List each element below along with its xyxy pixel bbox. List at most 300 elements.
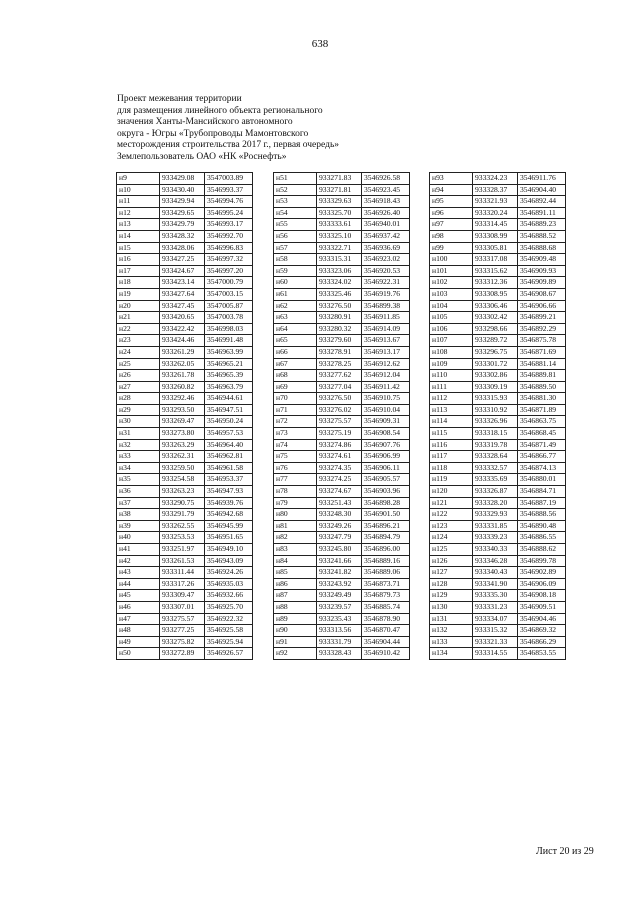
table-row (117, 520, 253, 532)
point-id-cell: н108 (430, 346, 473, 358)
table-row (430, 416, 566, 428)
y-coordinate-cell: 3546889.50 (518, 381, 566, 393)
x-coordinate-cell: 933323.06 (317, 265, 362, 277)
y-coordinate-cell: 3546878.90 (362, 613, 410, 625)
point-id-cell: н110 (430, 370, 473, 382)
y-coordinate-cell: 3546945.99 (205, 520, 253, 532)
table-row (430, 544, 566, 556)
page-number: 638 (311, 38, 329, 50)
point-id-cell: н29 (117, 404, 160, 416)
point-id-cell: н93 (430, 173, 473, 185)
point-id-cell: н34 (117, 462, 160, 474)
table-row (430, 173, 566, 185)
table-row (117, 636, 253, 648)
y-coordinate-cell: 3546926.58 (362, 173, 410, 185)
point-id-cell: н129 (430, 590, 473, 602)
table-row (430, 242, 566, 254)
y-coordinate-cell: 3546889.81 (518, 370, 566, 382)
x-coordinate-cell: 933241.82 (317, 567, 362, 579)
point-id-cell: н52 (274, 184, 317, 196)
x-coordinate-cell: 933428.32 (160, 230, 205, 242)
x-coordinate-cell: 933275.57 (160, 613, 205, 625)
x-coordinate-cell: 933331.85 (473, 520, 518, 532)
x-coordinate-cell: 933262.31 (160, 451, 205, 463)
x-coordinate-cell: 933322.71 (317, 242, 362, 254)
table-row (274, 358, 410, 370)
y-coordinate-cell: 3546909.48 (518, 254, 566, 266)
table-row (274, 532, 410, 544)
table-row (274, 288, 410, 300)
x-coordinate-cell: 933321.33 (473, 636, 518, 648)
header-line: для размещения линейного объекта регионального (117, 105, 323, 116)
x-coordinate-cell: 933272.89 (160, 648, 205, 660)
y-coordinate-cell: 3547003.89 (205, 173, 253, 185)
table-row (274, 219, 410, 231)
table-row (274, 555, 410, 567)
x-coordinate-cell: 933328.37 (473, 184, 518, 196)
y-coordinate-cell: 3546906.11 (362, 462, 410, 474)
point-id-cell: н77 (274, 474, 317, 486)
point-id-cell: н48 (117, 625, 160, 637)
y-coordinate-cell: 3546926.40 (362, 207, 410, 219)
x-coordinate-cell: 933275.82 (160, 636, 205, 648)
point-id-cell: н30 (117, 416, 160, 428)
y-coordinate-cell: 3546863.75 (518, 416, 566, 428)
table-row (274, 323, 410, 335)
table-row (430, 578, 566, 590)
x-coordinate-cell: 933315.93 (473, 393, 518, 405)
table-row (117, 265, 253, 277)
table-row (117, 393, 253, 405)
x-coordinate-cell: 933340.33 (473, 544, 518, 556)
x-coordinate-cell: 933420.65 (160, 312, 205, 324)
y-coordinate-cell: 3546949.10 (205, 544, 253, 556)
y-coordinate-cell: 3546906.66 (518, 300, 566, 312)
y-coordinate-cell: 3546912.04 (362, 370, 410, 382)
x-coordinate-cell: 933329.93 (473, 509, 518, 521)
point-id-cell: н69 (274, 381, 317, 393)
y-coordinate-cell: 3546997.32 (205, 254, 253, 266)
table-row (117, 567, 253, 579)
x-coordinate-cell: 933328.64 (473, 451, 518, 463)
y-coordinate-cell: 3546951.65 (205, 532, 253, 544)
y-coordinate-cell: 3546910.42 (362, 648, 410, 660)
x-coordinate-cell: 933315.62 (473, 265, 518, 277)
point-id-cell: н22 (117, 323, 160, 335)
y-coordinate-cell: 3546942.68 (205, 509, 253, 521)
y-coordinate-cell: 3546899.78 (518, 555, 566, 567)
point-id-cell: н95 (430, 196, 473, 208)
y-coordinate-cell: 3546866.29 (518, 636, 566, 648)
x-coordinate-cell: 933340.43 (473, 567, 518, 579)
table-row (274, 300, 410, 312)
y-coordinate-cell: 3546888.56 (518, 509, 566, 521)
y-coordinate-cell: 3546918.43 (362, 196, 410, 208)
table-row (430, 439, 566, 451)
point-id-cell: н46 (117, 601, 160, 613)
point-id-cell: н133 (430, 636, 473, 648)
point-id-cell: н33 (117, 451, 160, 463)
x-coordinate-cell: 933429.79 (160, 219, 205, 231)
table-row (117, 242, 253, 254)
y-coordinate-cell: 3546888.52 (518, 230, 566, 242)
x-coordinate-cell: 933308.99 (473, 230, 518, 242)
table-row (274, 196, 410, 208)
point-id-cell: н71 (274, 404, 317, 416)
table-row (117, 370, 253, 382)
point-id-cell: н106 (430, 323, 473, 335)
point-id-cell: н61 (274, 288, 317, 300)
table-row (430, 636, 566, 648)
y-coordinate-cell: 3546906.99 (362, 451, 410, 463)
x-coordinate-cell: 933293.50 (160, 404, 205, 416)
point-id-cell: н112 (430, 393, 473, 405)
point-id-cell: н127 (430, 567, 473, 579)
y-coordinate-cell: 3546913.67 (362, 335, 410, 347)
x-coordinate-cell: 933334.07 (473, 613, 518, 625)
point-id-cell: н123 (430, 520, 473, 532)
x-coordinate-cell: 933271.81 (317, 184, 362, 196)
point-id-cell: н28 (117, 393, 160, 405)
x-coordinate-cell: 933346.28 (473, 555, 518, 567)
table-row (117, 497, 253, 509)
y-coordinate-cell: 3546899.38 (362, 300, 410, 312)
x-coordinate-cell: 933278.91 (317, 346, 362, 358)
point-id-cell: н102 (430, 277, 473, 289)
x-coordinate-cell: 933424.67 (160, 265, 205, 277)
document-header (117, 94, 417, 164)
x-coordinate-cell: 933251.97 (160, 544, 205, 556)
point-id-cell: н20 (117, 300, 160, 312)
y-coordinate-cell: 3546888.62 (518, 544, 566, 556)
point-id-cell: н125 (430, 544, 473, 556)
point-id-cell: н32 (117, 439, 160, 451)
point-id-cell: н99 (430, 242, 473, 254)
x-coordinate-cell: 933331.23 (473, 601, 518, 613)
point-id-cell: н41 (117, 544, 160, 556)
point-id-cell: н68 (274, 370, 317, 382)
y-coordinate-cell: 3546869.32 (518, 625, 566, 637)
y-coordinate-cell: 3546947.51 (205, 404, 253, 416)
y-coordinate-cell: 3546889.06 (362, 567, 410, 579)
y-coordinate-cell: 3546963.99 (205, 346, 253, 358)
point-id-cell: н101 (430, 265, 473, 277)
y-coordinate-cell: 3546884.71 (518, 486, 566, 498)
y-coordinate-cell: 3546963.79 (205, 381, 253, 393)
table-row (117, 648, 253, 660)
table-row (117, 312, 253, 324)
x-coordinate-cell: 933307.01 (160, 601, 205, 613)
table-row (274, 462, 410, 474)
x-coordinate-cell: 933339.23 (473, 532, 518, 544)
y-coordinate-cell: 3546908.18 (518, 590, 566, 602)
table-row (117, 254, 253, 266)
point-id-cell: н59 (274, 265, 317, 277)
point-id-cell: н80 (274, 509, 317, 521)
point-id-cell: н104 (430, 300, 473, 312)
x-coordinate-cell: 933269.47 (160, 416, 205, 428)
point-id-cell: н35 (117, 474, 160, 486)
x-coordinate-cell: 933276.50 (317, 393, 362, 405)
table-row (430, 219, 566, 231)
table-row (274, 578, 410, 590)
y-coordinate-cell: 3546896.00 (362, 544, 410, 556)
x-coordinate-cell: 933319.78 (473, 439, 518, 451)
point-id-cell: н88 (274, 601, 317, 613)
point-id-cell: н126 (430, 555, 473, 567)
x-coordinate-cell: 933315.32 (473, 625, 518, 637)
x-coordinate-cell: 933280.91 (317, 312, 362, 324)
x-coordinate-cell: 933427.64 (160, 288, 205, 300)
x-coordinate-cell: 933317.26 (160, 578, 205, 590)
x-coordinate-cell: 933329.63 (317, 196, 362, 208)
coordinates-table-3 (429, 172, 566, 660)
point-id-cell: н66 (274, 346, 317, 358)
x-coordinate-cell: 933328.20 (473, 497, 518, 509)
y-coordinate-cell: 3546913.17 (362, 346, 410, 358)
x-coordinate-cell: 933429.65 (160, 207, 205, 219)
y-coordinate-cell: 3546993.17 (205, 219, 253, 231)
table-row (430, 381, 566, 393)
table-row (117, 544, 253, 556)
table-row (430, 474, 566, 486)
x-coordinate-cell: 933335.30 (473, 590, 518, 602)
x-coordinate-cell: 933325.70 (317, 207, 362, 219)
point-id-cell: н55 (274, 219, 317, 231)
table-row (430, 346, 566, 358)
point-id-cell: н9 (117, 173, 160, 185)
point-id-cell: н36 (117, 486, 160, 498)
y-coordinate-cell: 3546890.48 (518, 520, 566, 532)
table-row (274, 509, 410, 521)
point-id-cell: н58 (274, 254, 317, 266)
point-id-cell: н118 (430, 462, 473, 474)
x-coordinate-cell: 933308.95 (473, 288, 518, 300)
coordinates-table-2 (273, 172, 410, 660)
y-coordinate-cell: 3546899.21 (518, 312, 566, 324)
x-coordinate-cell: 933331.79 (317, 636, 362, 648)
y-coordinate-cell: 3547003.78 (205, 312, 253, 324)
y-coordinate-cell: 3546925.58 (205, 625, 253, 637)
x-coordinate-cell: 933279.60 (317, 335, 362, 347)
point-id-cell: н76 (274, 462, 317, 474)
y-coordinate-cell: 3546894.79 (362, 532, 410, 544)
y-coordinate-cell: 3546914.09 (362, 323, 410, 335)
table-row (117, 416, 253, 428)
point-id-cell: н13 (117, 219, 160, 231)
table-row (117, 196, 253, 208)
x-coordinate-cell: 933241.66 (317, 555, 362, 567)
table-row (430, 207, 566, 219)
table-row (274, 474, 410, 486)
point-id-cell: н98 (430, 230, 473, 242)
y-coordinate-cell: 3546939.76 (205, 497, 253, 509)
y-coordinate-cell: 3546920.53 (362, 265, 410, 277)
table-row (117, 358, 253, 370)
y-coordinate-cell: 3546957.53 (205, 428, 253, 440)
x-coordinate-cell: 933274.35 (317, 462, 362, 474)
table-row (117, 578, 253, 590)
y-coordinate-cell: 3546909.93 (518, 265, 566, 277)
x-coordinate-cell: 933249.49 (317, 590, 362, 602)
x-coordinate-cell: 933260.82 (160, 381, 205, 393)
y-coordinate-cell: 3546898.28 (362, 497, 410, 509)
y-coordinate-cell: 3546940.01 (362, 219, 410, 231)
header-line: округа - Югры «Трубопроводы Мамонтовского (117, 128, 309, 139)
point-id-cell: н63 (274, 312, 317, 324)
table-row (430, 520, 566, 532)
y-coordinate-cell: 3546962.81 (205, 451, 253, 463)
y-coordinate-cell: 3546906.09 (518, 578, 566, 590)
table-row (430, 335, 566, 347)
point-id-cell: н94 (430, 184, 473, 196)
point-id-cell: н51 (274, 173, 317, 185)
x-coordinate-cell: 933249.26 (317, 520, 362, 532)
table-row (117, 601, 253, 613)
table-row (117, 590, 253, 602)
table-row (274, 625, 410, 637)
y-coordinate-cell: 3546892.29 (518, 323, 566, 335)
x-coordinate-cell: 933318.15 (473, 428, 518, 440)
table-row (430, 370, 566, 382)
point-id-cell: н84 (274, 555, 317, 567)
point-id-cell: н11 (117, 196, 160, 208)
header-line: Землепользователь ОАО «НК «Роснефть» (117, 151, 287, 162)
x-coordinate-cell: 933247.79 (317, 532, 362, 544)
table-row (117, 219, 253, 231)
x-coordinate-cell: 933251.43 (317, 497, 362, 509)
table-row (274, 265, 410, 277)
table-row (274, 230, 410, 242)
point-id-cell: н27 (117, 381, 160, 393)
y-coordinate-cell: 3546868.45 (518, 428, 566, 440)
x-coordinate-cell: 933428.06 (160, 242, 205, 254)
table-row (430, 288, 566, 300)
x-coordinate-cell: 933314.55 (473, 648, 518, 660)
y-coordinate-cell: 3546997.20 (205, 265, 253, 277)
table-row (117, 451, 253, 463)
x-coordinate-cell: 933254.58 (160, 474, 205, 486)
table-row (117, 184, 253, 196)
y-coordinate-cell: 3546923.45 (362, 184, 410, 196)
y-coordinate-cell: 3546888.68 (518, 242, 566, 254)
x-coordinate-cell: 933424.46 (160, 335, 205, 347)
table-row (430, 532, 566, 544)
x-coordinate-cell: 933305.81 (473, 242, 518, 254)
point-id-cell: н38 (117, 509, 160, 521)
table-row (117, 625, 253, 637)
y-coordinate-cell: 3546873.71 (362, 578, 410, 590)
table-row (274, 404, 410, 416)
x-coordinate-cell: 933274.61 (317, 451, 362, 463)
x-coordinate-cell: 933314.45 (473, 219, 518, 231)
x-coordinate-cell: 933262.55 (160, 520, 205, 532)
y-coordinate-cell: 3546919.76 (362, 288, 410, 300)
point-id-cell: н130 (430, 601, 473, 613)
point-id-cell: н47 (117, 613, 160, 625)
table-row (117, 428, 253, 440)
point-id-cell: н65 (274, 335, 317, 347)
y-coordinate-cell: 3546936.69 (362, 242, 410, 254)
header-line: значения Ханты-Мансийского автономного (117, 117, 293, 128)
table-row (274, 520, 410, 532)
y-coordinate-cell: 3546885.74 (362, 601, 410, 613)
point-id-cell: н74 (274, 439, 317, 451)
x-coordinate-cell: 933296.75 (473, 346, 518, 358)
point-id-cell: н79 (274, 497, 317, 509)
table-row (274, 242, 410, 254)
y-coordinate-cell: 3546922.31 (362, 277, 410, 289)
table-row (274, 173, 410, 185)
table-row (117, 288, 253, 300)
point-id-cell: н53 (274, 196, 317, 208)
y-coordinate-cell: 3546874.13 (518, 462, 566, 474)
y-coordinate-cell: 3546911.42 (362, 381, 410, 393)
point-id-cell: н111 (430, 381, 473, 393)
table-row (117, 486, 253, 498)
y-coordinate-cell: 3546902.89 (518, 567, 566, 579)
table-row (274, 254, 410, 266)
point-id-cell: н132 (430, 625, 473, 637)
point-id-cell: н72 (274, 416, 317, 428)
x-coordinate-cell: 933301.72 (473, 358, 518, 370)
point-id-cell: н43 (117, 567, 160, 579)
y-coordinate-cell: 3546935.03 (205, 578, 253, 590)
x-coordinate-cell: 933276.50 (317, 300, 362, 312)
x-coordinate-cell: 933335.69 (473, 474, 518, 486)
y-coordinate-cell: 3546881.30 (518, 393, 566, 405)
y-coordinate-cell: 3546947.93 (205, 486, 253, 498)
y-coordinate-cell: 3546961.58 (205, 462, 253, 474)
table-row (117, 173, 253, 185)
y-coordinate-cell: 3546995.24 (205, 207, 253, 219)
table-row (274, 312, 410, 324)
point-id-cell: н131 (430, 613, 473, 625)
table-row (430, 265, 566, 277)
y-coordinate-cell: 3546909.31 (362, 416, 410, 428)
y-coordinate-cell: 3546964.40 (205, 439, 253, 451)
x-coordinate-cell: 933291.79 (160, 509, 205, 521)
point-id-cell: н62 (274, 300, 317, 312)
point-id-cell: н75 (274, 451, 317, 463)
y-coordinate-cell: 3546892.44 (518, 196, 566, 208)
y-coordinate-cell: 3546904.46 (518, 613, 566, 625)
x-coordinate-cell: 933259.50 (160, 462, 205, 474)
point-id-cell: н121 (430, 497, 473, 509)
y-coordinate-cell: 3546924.26 (205, 567, 253, 579)
table-row (430, 590, 566, 602)
x-coordinate-cell: 933235.43 (317, 613, 362, 625)
x-coordinate-cell: 933261.29 (160, 346, 205, 358)
y-coordinate-cell: 3546925.94 (205, 636, 253, 648)
x-coordinate-cell: 933261.78 (160, 370, 205, 382)
table-row (430, 312, 566, 324)
x-coordinate-cell: 933275.57 (317, 416, 362, 428)
x-coordinate-cell: 933277.25 (160, 625, 205, 637)
point-id-cell: н128 (430, 578, 473, 590)
table-row (274, 567, 410, 579)
x-coordinate-cell: 933312.36 (473, 277, 518, 289)
y-coordinate-cell: 3546881.14 (518, 358, 566, 370)
table-row (274, 277, 410, 289)
point-id-cell: н109 (430, 358, 473, 370)
x-coordinate-cell: 933263.23 (160, 486, 205, 498)
point-id-cell: н122 (430, 509, 473, 521)
point-id-cell: н97 (430, 219, 473, 231)
y-coordinate-cell: 3546909.89 (518, 277, 566, 289)
table-row (274, 207, 410, 219)
point-id-cell: н117 (430, 451, 473, 463)
